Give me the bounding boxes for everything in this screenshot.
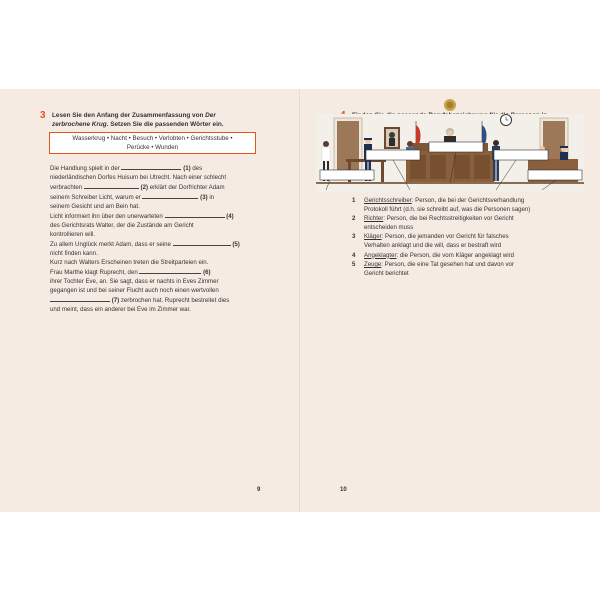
pointer-line [393, 160, 410, 190]
pointer-line [496, 160, 516, 190]
legend-item [350, 197, 570, 214]
text-line: ihrer Tochter Eve, an. Sie sagt, dass er nachts in Eves Zimmer [50, 278, 219, 285]
gap-3-blank[interactable] [142, 192, 198, 199]
text-fragment: erklärt der Dorfrichter Adam [149, 184, 225, 191]
text-fragment: zerbrochen hat. Ruprecht bestreitet dies [120, 297, 230, 304]
page-number-right: 10 [340, 487, 347, 493]
legend-desc-cont: entscheiden muss [364, 223, 414, 231]
text-line: nicht finden kann. [50, 250, 98, 257]
legend-number: 1 [352, 197, 356, 204]
gap-number: (3) [200, 194, 208, 201]
left-page [0, 89, 300, 512]
page-number-left: 9 [257, 487, 261, 493]
gap-7-blank[interactable] [50, 295, 110, 302]
text-fragment: Zu allem Unglück merkt Adam, dass er seine [50, 241, 171, 248]
answer-box-layer [316, 138, 584, 190]
text-fragment: Die Handlung spielt in der [50, 165, 120, 172]
pointer-line [450, 152, 456, 183]
legend-term: Kläger [364, 233, 382, 241]
legend-number: 3 [352, 233, 356, 241]
gap-number: (4) [226, 213, 234, 220]
legend-term: Zeuge [364, 261, 382, 269]
answer-box-clerk[interactable] [366, 150, 420, 160]
text-line: des Gerichtsrats Walter, der die Zustände am Gericht [50, 222, 194, 229]
pointer-line [326, 180, 330, 190]
exercise-3-title [52, 111, 272, 129]
exercise-3-title-line1: Lesen Sie den Anfang der Zusammenfassung von [52, 112, 206, 119]
legend-number: 5 [352, 261, 356, 269]
legend-desc: : die Person, die vom Kläger angeklagt wird [396, 251, 515, 259]
text-line: Kurz nach Walters Erscheinen treten die Streitparteien ein. [50, 259, 209, 266]
text-line: und meint, dass ein anderer bei Eve im Zimmer war. [50, 306, 191, 313]
legend-item [350, 261, 570, 278]
gap-6-blank[interactable] [139, 267, 201, 274]
legend-item [350, 233, 570, 250]
text-line: kontrollieren will. [50, 231, 96, 238]
text-line [50, 182, 260, 192]
gap-4-blank[interactable] [165, 211, 225, 218]
answer-box-plaintiff[interactable] [320, 170, 374, 180]
summary-text [50, 163, 260, 314]
text-line [50, 192, 260, 202]
gap-number: (1) [183, 165, 191, 172]
legend-item [350, 252, 570, 261]
answer-box-witness[interactable] [494, 150, 548, 160]
gap-1-blank[interactable] [121, 163, 181, 170]
exercise-3-number: 3 [40, 110, 46, 121]
legend-desc-cont: Verhalten anklagt und die will, dass er bestraft wird [364, 241, 502, 249]
judge-face [447, 130, 453, 136]
legend-desc-cont: Gericht berichtet [364, 269, 409, 277]
legend-term: Angeklagter [364, 251, 397, 259]
exercise-3-title-italic1: Der [205, 112, 216, 119]
answer-box-defendant[interactable] [528, 170, 582, 180]
gap-number: (2) [140, 184, 149, 191]
legend-desc: : Person, die jemanden vor Gericht für falsches [381, 233, 509, 241]
text-fragment: seinem Schreiber Licht, warum er [50, 194, 141, 201]
text-line: gegangen ist und bei seiner Flucht auch noch einen wertvollen [50, 287, 219, 294]
legend-term: Richter [364, 215, 384, 223]
text-fragment: Licht informiert ihn über den unerwarteten [50, 213, 163, 220]
legend-desc: : Person, die eine Tat gesehen hat und davon vor [381, 261, 514, 269]
text-line: niederländischen Dorfes Huisum bei Utrecht. Nach einer schlecht [50, 174, 227, 181]
text-line [50, 239, 260, 249]
exercise-3-title-italic2: zerbrochene Krug [52, 121, 107, 128]
legend-desc-cont: Protokoll führt (d.h. sie schreibt auf, was die Personen sagen) [364, 205, 531, 213]
text-line [50, 163, 260, 173]
word-box [49, 132, 256, 154]
legend-term: Gerichtsschreiber [364, 197, 412, 204]
legend-number: 2 [352, 215, 356, 223]
text-fragment: in [209, 194, 215, 201]
legend-desc: : Person, die bei der Gerichtsverhandlung [411, 197, 525, 204]
gap-number: (5) [232, 241, 240, 248]
gap-number: (7) [111, 297, 120, 304]
text-fragment: des [192, 165, 203, 172]
text-fragment: verbrachten [50, 184, 83, 191]
gap-5-blank[interactable] [173, 239, 231, 246]
court-emblem-inner [447, 102, 454, 109]
occupation-legend [350, 197, 570, 279]
text-line [50, 211, 260, 221]
legend-item [350, 215, 570, 232]
legend-number: 4 [352, 251, 356, 259]
text-line [50, 295, 260, 305]
text-line: seinem Gesicht und am Bein hat. [50, 203, 140, 210]
text-line [50, 267, 260, 277]
word-box-line1: Wasserkrug • Nacht • Besuch • Verlobten • Gerichtsstube • [72, 135, 233, 142]
gap-2-blank[interactable] [84, 182, 139, 189]
legend-desc: : Person, die bei Rechtsstreitigkeiten vor Gericht [383, 215, 514, 223]
word-box-line2: Perücke • Wunden [126, 144, 179, 151]
gap-number: (6) [203, 269, 211, 276]
answer-box-judge[interactable] [429, 142, 483, 152]
text-fragment: Frau Marthe klagt Ruprecht, den [50, 269, 138, 276]
pointer-line [542, 180, 556, 190]
exercise-3-title-rest: . Setzen Sie die passenden Wörter ein. [106, 121, 224, 128]
